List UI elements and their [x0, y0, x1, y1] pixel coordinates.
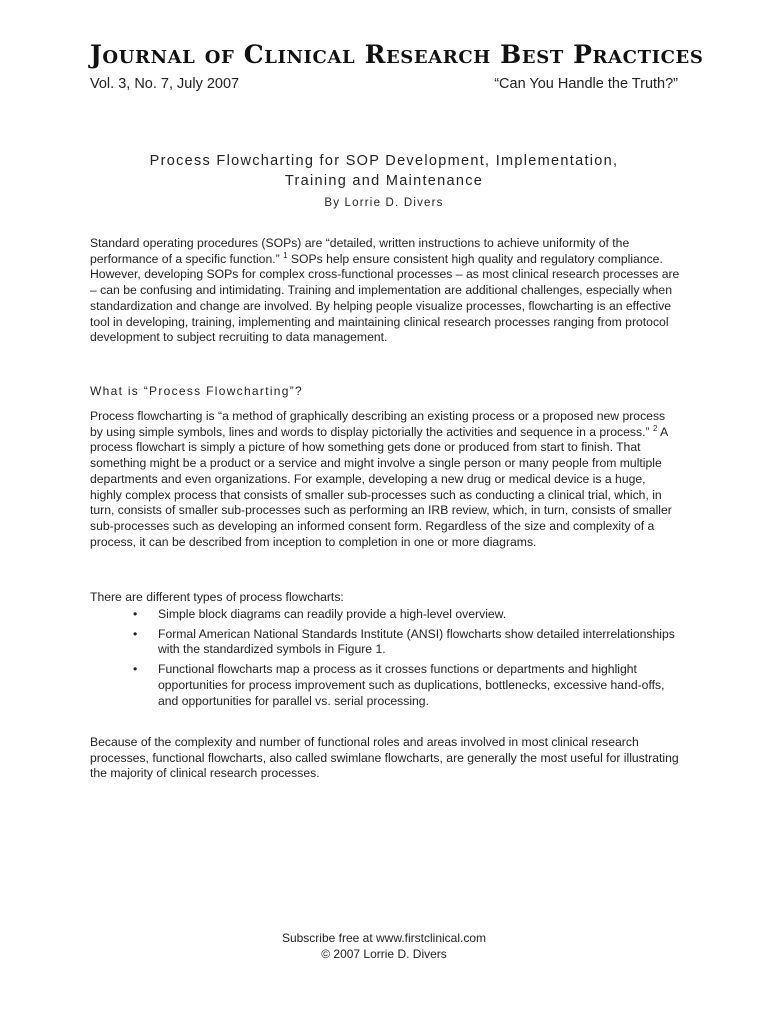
article-title-line-1: Process Flowcharting for SOP Development, Implementation,	[149, 153, 619, 169]
bullet-icon: •	[133, 626, 138, 641]
list-item	[90, 627, 680, 658]
conclusion-paragraph	[90, 735, 680, 782]
list-item-text: Formal American National Standards Institute (ANSI) flowcharts show detailed interrelationships with the standardized symbols in Figure 1.	[158, 626, 675, 657]
intro-text-2: SOPs help ensure consistent high quality and regulatory compliance. However, developing SOPs for complex cross-functional processes – as most clinical research processes are – can be confusing and intimidating. Training and implementation are additional challenges, especially when standardization and change are involved. By helping people visualize processes, flowcharting is an effective tool in developing, training, implementing and maintaining clinical research processes ranging from protocol development to subject recruiting to data management.	[90, 251, 680, 345]
section-heading: What is “Process Flowcharting”?	[90, 384, 304, 398]
list-item	[90, 607, 680, 623]
issue-tagline: “Can You Handle the Truth?”	[494, 76, 678, 92]
article-title-line-2: Training and Maintenance	[284, 173, 484, 189]
subscribe-link[interactable]: Subscribe free at www.firstclinical.com	[281, 931, 487, 945]
intro-text-1: Standard operating procedures (SOPs) are “detailed, written instructions to achieve uniformity of the performance of a specific function.”	[90, 236, 630, 266]
list-item-text: Simple block diagrams can readily provide a high-level overview.	[158, 607, 507, 621]
definition-paragraph	[90, 409, 680, 550]
bullet-icon: •	[133, 662, 138, 677]
flowchart-types-list	[90, 607, 680, 713]
list-item	[90, 662, 680, 709]
footnote-ref-1: 1	[283, 250, 288, 260]
bullet-icon: •	[133, 607, 138, 621]
issue-line	[90, 76, 678, 92]
definition-text-1: Process flowcharting is “a method of graphically describing an existing process or a proposed new process by using simple symbols, lines and words to display pictorially the activities and sequence in a process.”	[90, 409, 666, 439]
issue-info: Vol. 3, No. 7, July 2007	[90, 76, 240, 92]
article-title	[90, 151, 678, 191]
types-intro-paragraph	[90, 590, 680, 606]
footnote-ref-2: 2	[652, 423, 658, 433]
footer	[90, 930, 678, 962]
journal-title: Journal of Clinical Research Best Practices	[90, 40, 704, 69]
intro-paragraph	[90, 236, 680, 346]
conclusion-text: Because of the complexity and number of functional roles and areas involved in most clinical research processes, functional flowcharts, also called swimlane flowcharts, are generally the most useful for illustrating the majority of clinical research processes.	[90, 735, 679, 781]
definition-text-2: A process flowchart is simply a picture of how something gets done or produced from start to finish. That something might be a product or a service and might involve a single person or many people from multiple departments and even organizations. For example, developing a new drug or medical device is a huge, highly complex process that consists of smaller sub-processes such as conducting a clinical trial, which, in turn, consists of smaller sub-processes such as performing an IRB review, which, in turn, consists of smaller sub-processes such as developing an informed consent form. Regardless of the size and complexity of a process, it can be described from inception to completion in one or more diagrams.	[90, 424, 672, 549]
byline: By Lorrie D. Divers	[324, 197, 444, 209]
list-item-text: Functional flowcharts map a process as it crosses functions or departments and highlight opportunities for process improvement such as duplications, bottlenecks, excessive hand-offs, and opportunities for parallel vs. serial processing.	[158, 662, 665, 708]
types-intro-text: There are different types of process flowcharts:	[90, 590, 344, 604]
copyright: © 2007 Lorrie D. Divers	[321, 947, 447, 961]
